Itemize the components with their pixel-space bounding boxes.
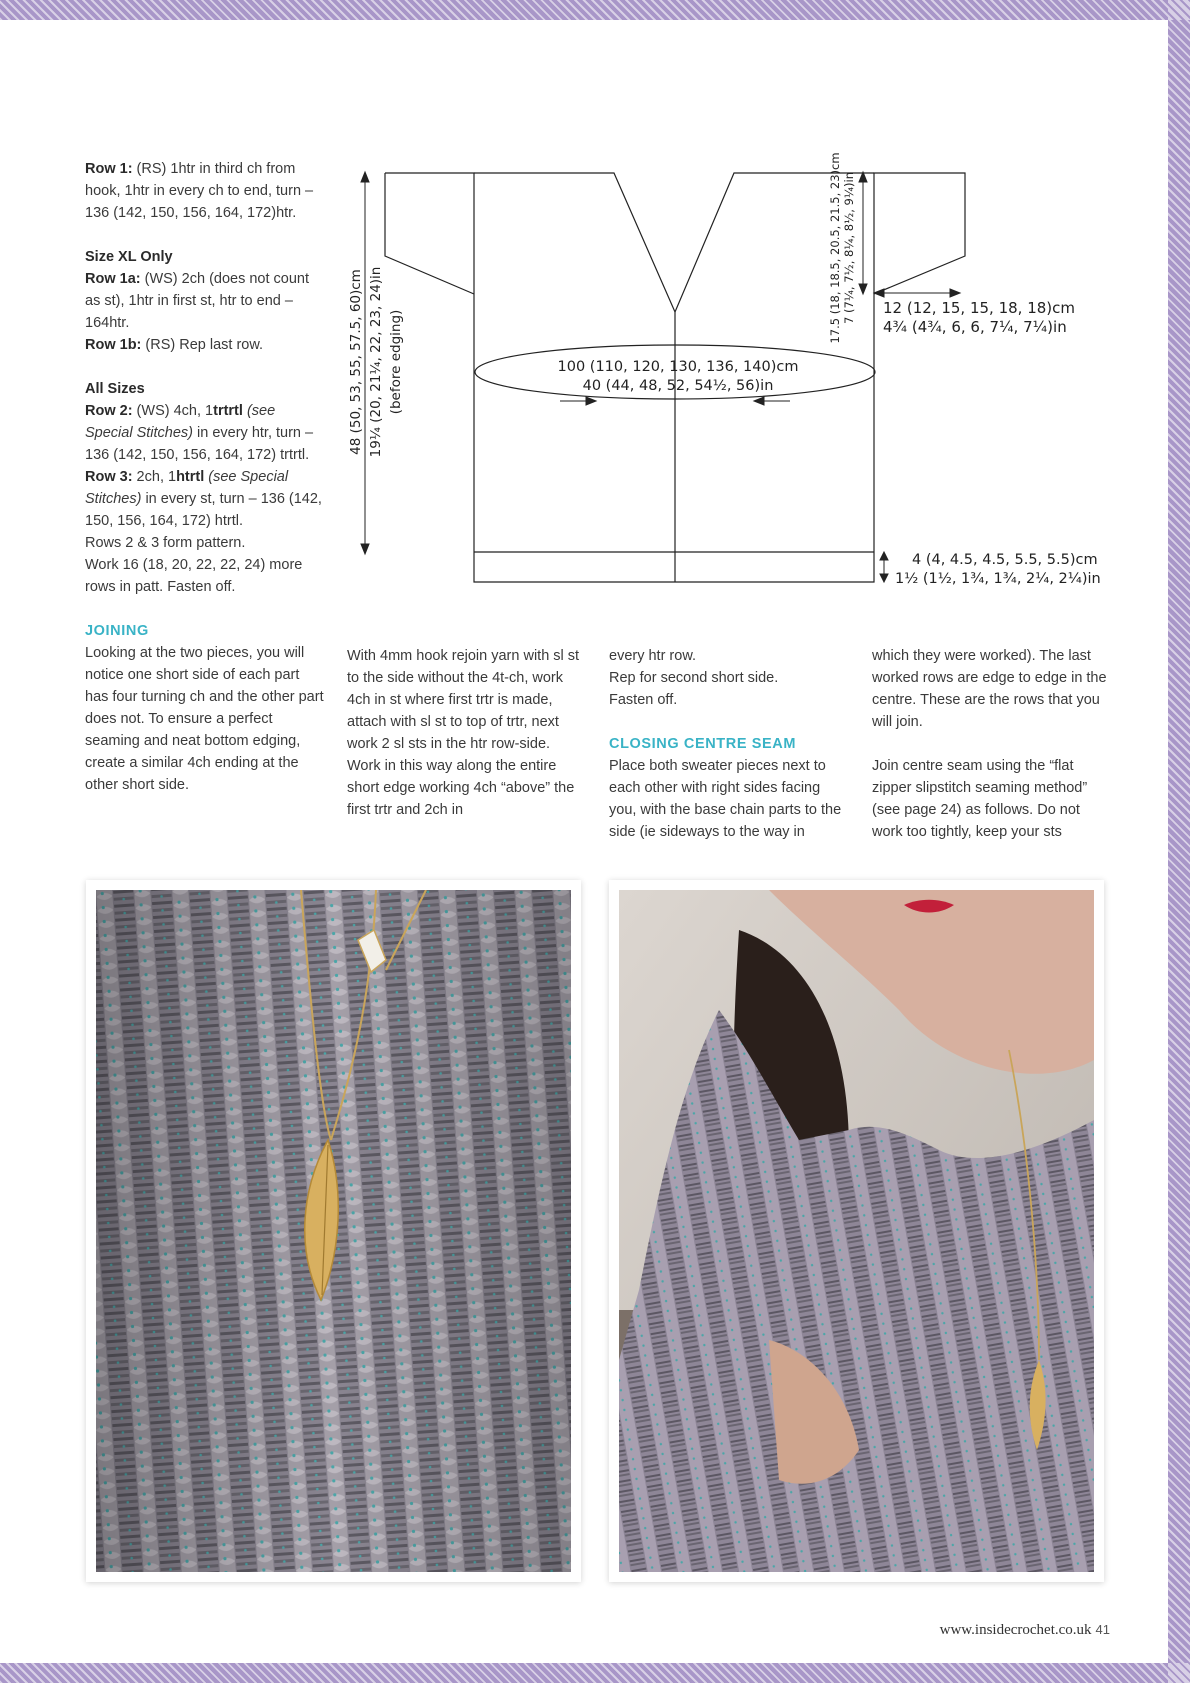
body-outline-left [385,173,474,294]
row-1b-paragraph: Row 1b: (RS) Rep last row. [85,337,264,353]
joining-text: Looking at the two pieces, you will notice one short side of each part has four turning ch and the other part does not. To ensure a perfect seaming and neat bottom edging, create a similar 4ch ending at the other short side. [85,645,324,793]
length-arrow-bottom [361,544,369,554]
rows-form-pattern: Rows 2 & 3 form pattern. [85,535,246,551]
row-1-paragraph [85,158,325,224]
col4-paragraph-2: Join centre seam using the “flat zipper slipstitch seaming method” (see page 24) as follows. Do not work too tightly, keep your sts [872,758,1088,840]
row-1a-paragraph: Row 1a: (WS) 2ch (does not count as st), 1htr in first st, htr to end – 164htr. [85,271,310,331]
col4-paragraph-1: which they were worked). The last worked rows are edge to edge in the centre. These are the rows that you will join. [872,648,1107,730]
col3-paragraph-1: every htr row. [609,648,697,664]
edging-in-label: 1½ (1½, 1¾, 1¾, 2¼, 2¼)in [895,571,1101,587]
photo-knit-detail [86,880,581,1582]
model-image [619,890,1094,1572]
page-number: 41 [1095,1622,1110,1637]
row-1-label: Row 1: [85,161,133,177]
closing-centre-seam-heading: CLOSING CENTRE SEAM [609,736,797,752]
length-arrow-top [361,172,369,182]
pattern-column-left [85,158,325,796]
all-sizes-heading: All Sizes [85,381,145,397]
pattern-column-3 [609,645,849,843]
col3-paragraph-4: Place both sweater pieces next to each other with right sides facing you, with the base chain parts to the side (ie sideways to the way in [609,758,842,840]
chest-in-label: 40 (44, 48, 52, 54½, 56)in [582,378,774,394]
work-more-rows: Work 16 (18, 20, 22, 22, 24) more rows in patt. Fasten off. [85,557,303,595]
footer [940,1622,1110,1639]
length-in-label: 19¼ (20, 21¼, 22, 23, 24)in [368,266,384,458]
knit-texture-image [96,890,571,1572]
sweater-schematic [330,150,1130,600]
row-1-text: (RS) 1htr in third ch from hook, 1htr in every ch to end, turn – 136 (142, 150, 156, 164, 172)htr. [85,161,314,221]
col2-paragraph-1: With 4mm hook rejoin yarn with sl st to the side without the 4t-ch, work 4ch in st where first trtr is made, attach with sl st to top of trtr, next work 2 sl sts in the htr row-side. [347,648,580,752]
length-cm-label: 48 (50, 53, 55, 57.5, 60)cm [348,269,364,455]
size-xl-heading: Size XL Only [85,249,173,265]
joining-heading: JOINING [85,623,149,639]
row-2-paragraph: Row 2: (WS) 4ch, 1trtrtl (see Special Stitches) in every htr, turn – 136 (142, 150, 156, 164, 172) trtrtl. [85,403,314,463]
length-note-label: (before edging) [388,309,404,415]
neckline [474,173,874,312]
neck-cm-label: 17.5 (18, 18.5, 20.5, 21.5, 23)cm [828,152,842,344]
sleeve-in-label: 4¾ (4¾, 6, 6, 7¼, 7¼)in [883,318,1067,336]
col3-paragraph-2: Rep for second short side. [609,670,779,686]
chest-cm-label: 100 (110, 120, 130, 136, 140)cm [557,359,799,375]
schematic-svg [330,150,1130,600]
row-3-paragraph: Row 3: 2ch, 1htrtl (see Special Stitches) in every st, turn – 136 (142, 150, 156, 164, 172) htrtl. [85,469,322,529]
col3-paragraph-3: Fasten off. [609,692,678,708]
sleeve-cm-label: 12 (12, 15, 15, 18, 18)cm [883,299,1075,317]
col2-paragraph-2: Work in this way along the entire short edge working 4ch “above” the first trtr and 2ch in [347,758,575,818]
pattern-column-2 [347,645,587,821]
border-stitch-bottom [0,1663,1190,1683]
website-url[interactable]: www.insidecrochet.co.uk [939,1622,1092,1638]
neck-in-label: 7 (7¼, 7½, 8¼, 8½, 9¼)in [842,172,856,324]
photo-model [609,880,1104,1582]
edging-cm-label: 4 (4, 4.5, 4.5, 5.5, 5.5)cm [912,552,1098,568]
border-stitch-top [0,0,1190,20]
border-stitch-right [1168,0,1190,1683]
pattern-column-4 [872,645,1112,843]
